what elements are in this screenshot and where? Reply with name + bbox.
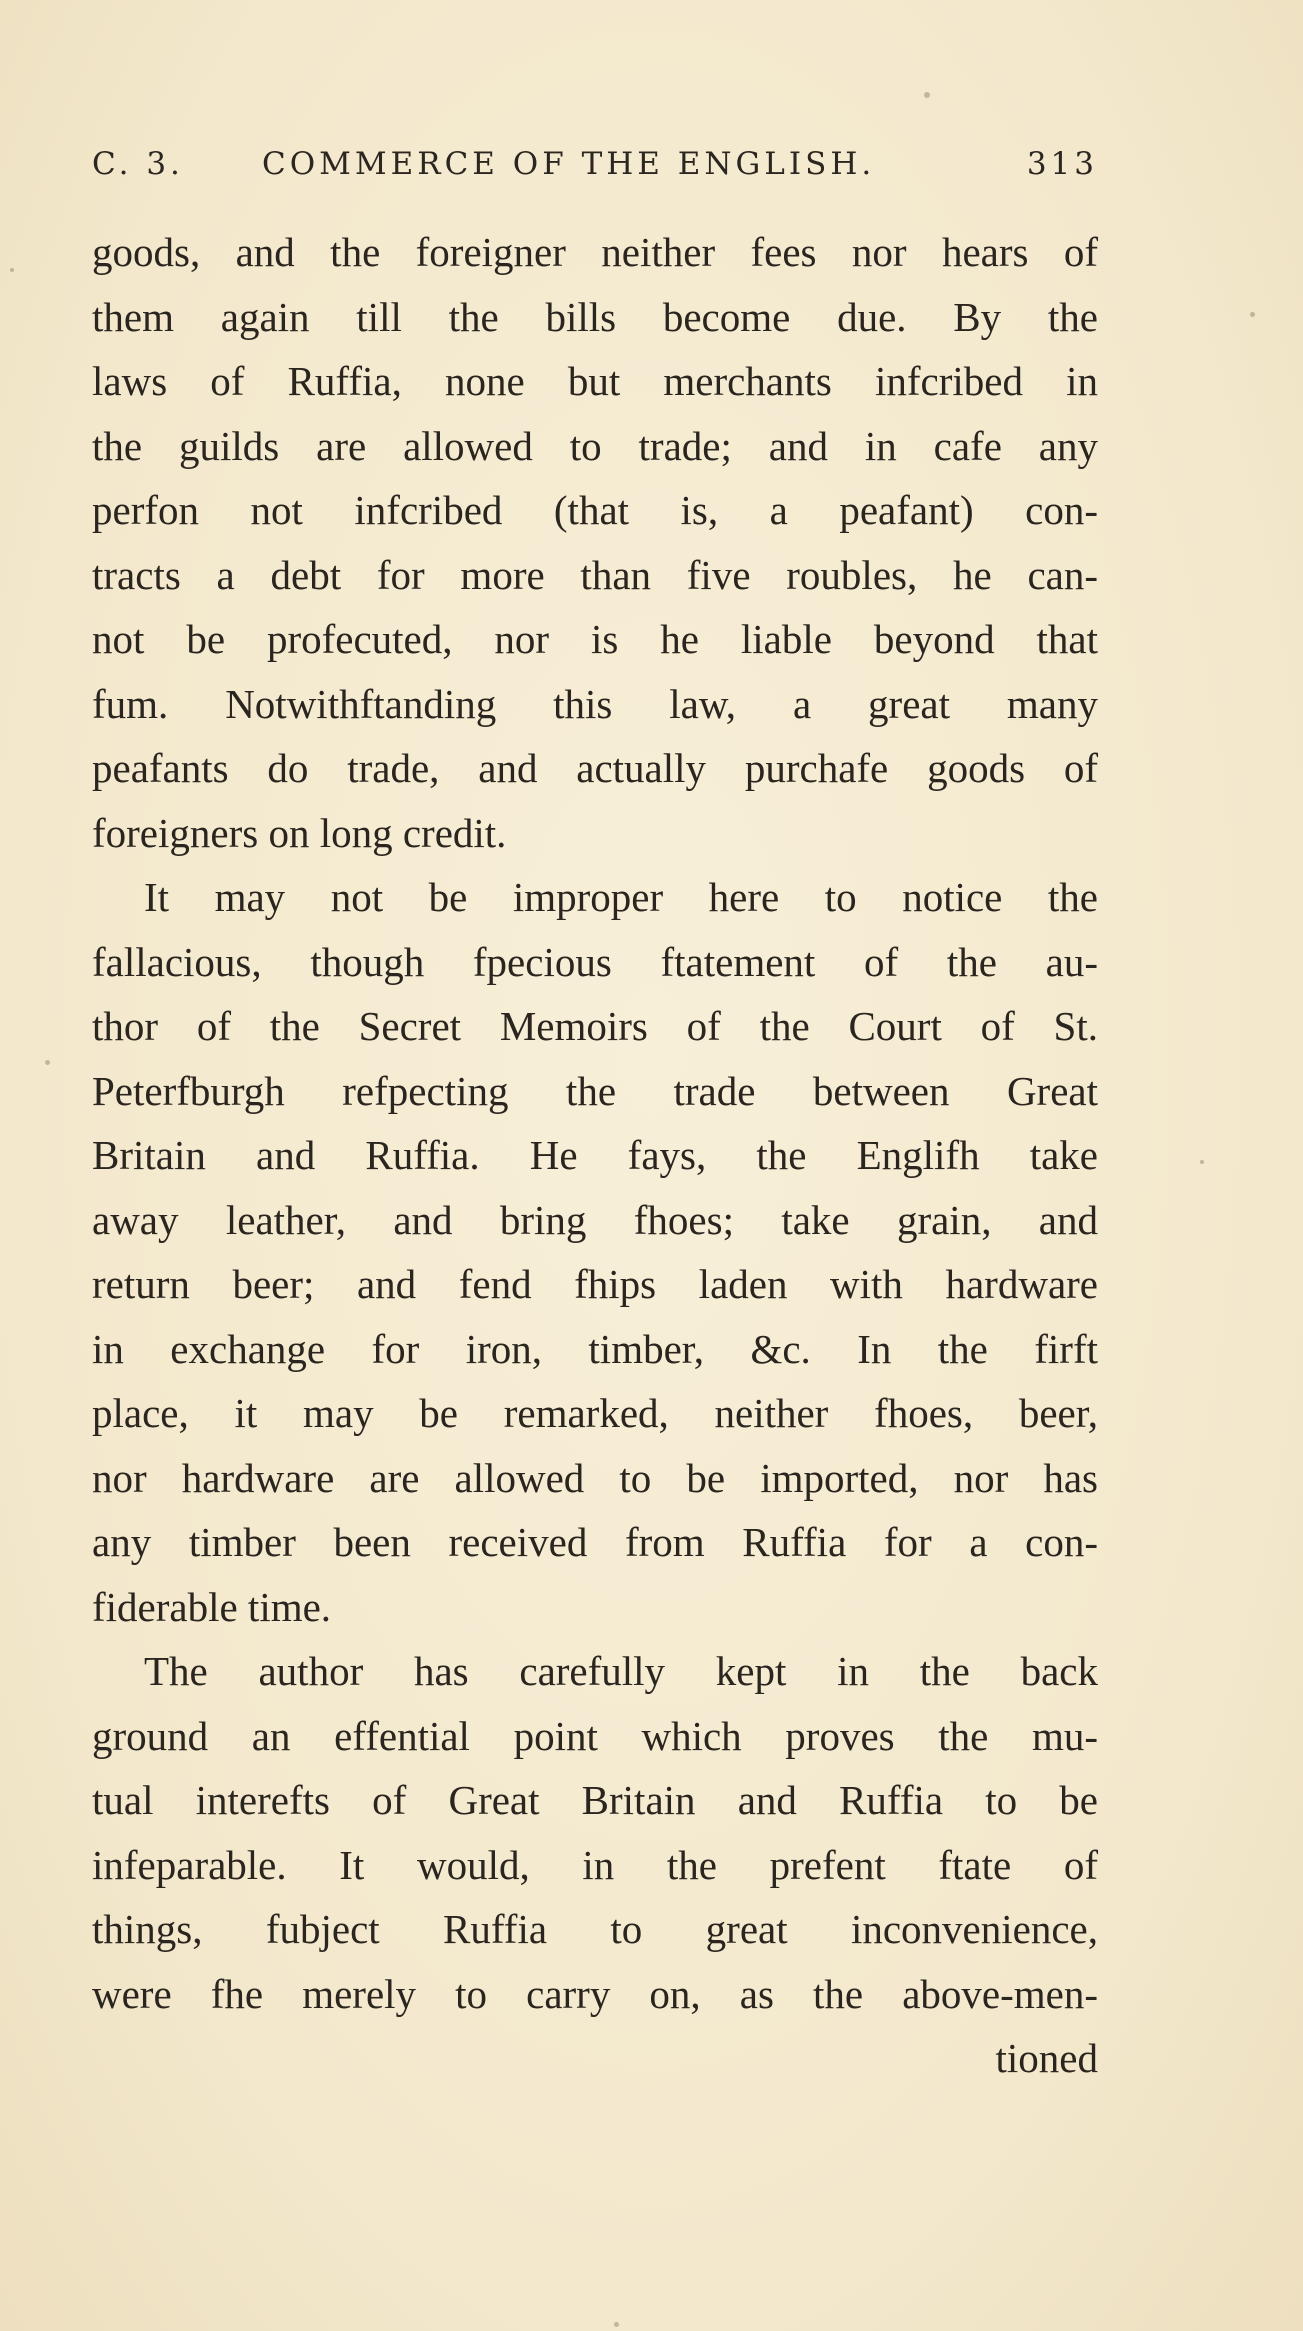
paper-speck <box>10 268 14 272</box>
text-line: infeparable. It would, in the prefent ftate of <box>92 1841 1098 1888</box>
text-line: goods, and the foreigner neither fees nor hears of <box>92 229 1098 275</box>
paper-speck <box>1200 1160 1204 1164</box>
paper-speck <box>1250 312 1255 317</box>
text-line: foreigners on long credit. <box>92 809 507 856</box>
text-line: thor of the Secret Memoirs of the Court of St. <box>92 1003 1098 1049</box>
text-line: return beer; and fend fhips laden with hardware <box>92 1261 1098 1307</box>
text-line: nor hardware are allowed to be imported, nor has <box>92 1454 1098 1501</box>
paper-speck <box>924 92 930 98</box>
text-line: tual interefts of Great Britain and Ruffia to be <box>92 1777 1098 1823</box>
text-line: them again till the bills become due. By the <box>92 293 1098 340</box>
text-line: not be profecuted, nor is he liable beyond that <box>92 616 1098 662</box>
text-line: Britain and Ruffia. He fays, the Englifh take <box>92 1132 1098 1178</box>
text-line: in exchange for iron, timber, &c. In the firft <box>92 1325 1098 1372</box>
text-line: fum. Notwithftanding this law, a great many <box>92 680 1098 727</box>
text-line: were fhe merely to carry on, as the above-men- <box>92 1970 1098 2017</box>
text-line: things, fubject Ruffia to great inconvenience, <box>92 1906 1098 1952</box>
text-line: perfon not infcribed (that is, a peafant) con- <box>92 487 1098 533</box>
running-title: COMMERCE OF THE ENGLISH. <box>262 146 876 182</box>
text-line: fiderable time. <box>92 1583 332 1630</box>
paper-speck <box>614 2322 619 2327</box>
text-line: place, it may be remarked, neither fhoes, beer, <box>92 1390 1098 1436</box>
text-line: It may not be improper here to notice the <box>144 874 1098 920</box>
text-line: fallacious, though fpecious ftatement of the au- <box>92 938 1098 985</box>
text-line: peafants do trade, and actually purchafe goods of <box>92 745 1098 791</box>
text-line: tracts a debt for more than five roubles, he can- <box>92 551 1098 598</box>
body-text <box>92 220 1098 2091</box>
page-number: 313 <box>1026 146 1098 182</box>
text-line: Peterfburgh refpecting the trade between Great <box>92 1067 1098 1114</box>
text-line: laws of Ruffia, none but merchants infcribed in <box>92 358 1098 404</box>
text-line: any timber been received from Ruffia for a con- <box>92 1519 1098 1565</box>
text-line: ground an effential point which proves the mu- <box>92 1712 1098 1759</box>
running-header <box>92 146 1098 192</box>
text-line: The author has carefully kept in the back <box>144 1648 1098 1694</box>
paper-speck <box>45 1060 50 1065</box>
text-line: the guilds are allowed to trade; and in cafe any <box>92 422 1098 469</box>
chapter-label: C. 3. <box>92 146 184 182</box>
text-line: away leather, and bring fhoes; take grain, and <box>92 1196 1098 1243</box>
catchword: tioned <box>995 2035 1098 2081</box>
